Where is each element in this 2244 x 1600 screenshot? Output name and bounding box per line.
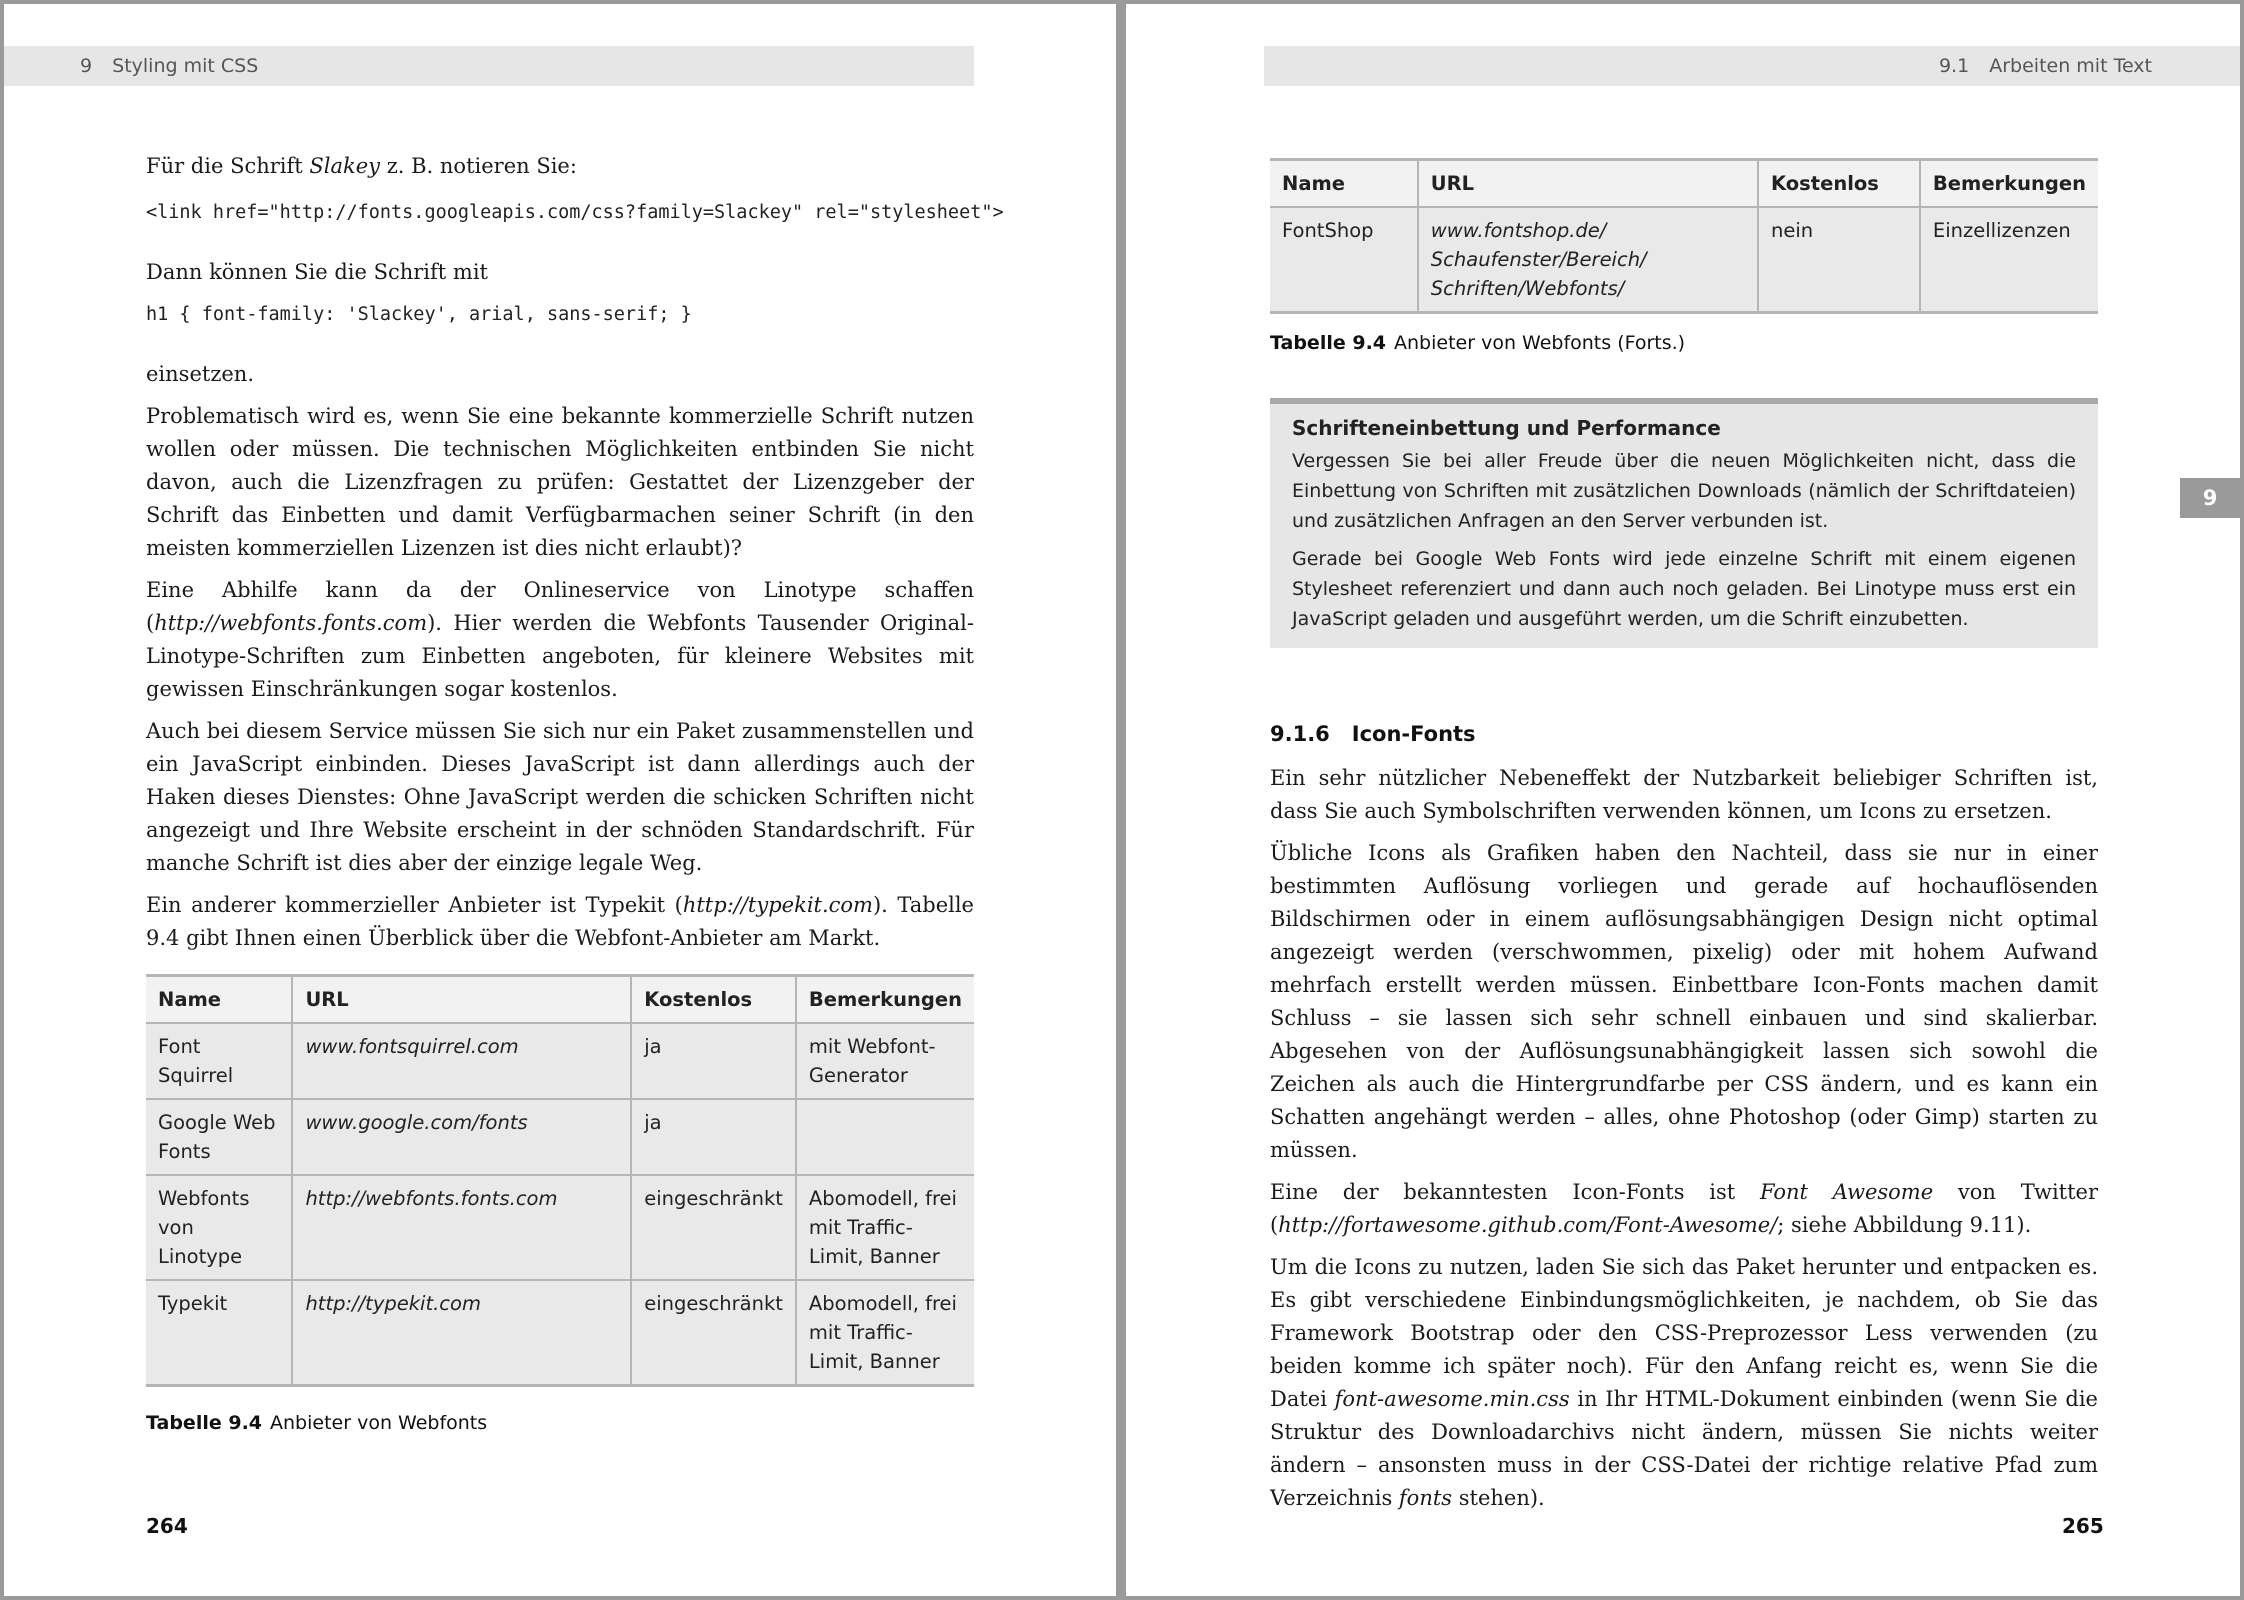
col-header-kostenlos: Kostenlos <box>631 976 796 1024</box>
fa-post: ; siehe Abbildung 9.11). <box>1777 1213 2032 1237</box>
left-page <box>4 4 1116 1596</box>
caption-text: Anbieter von Webfonts <box>270 1412 488 1434</box>
cell-name: Google Web Fonts <box>146 1099 292 1175</box>
cell-url: www.google.com/fonts <box>292 1099 631 1175</box>
table-row <box>146 1175 974 1280</box>
info-box-paragraph: Gerade bei Google Web Fonts wird jede einzelne Schrift mit einem eigenen Stylesheet referenziert und dann auch noch geladen. Bei Linotype muss erst ein JavaScript geladen und ausgeführt werden, um die Schrift einzubetten. <box>1292 548 2076 630</box>
abhilfe-post: ). Hier werden die Webfonts Tausender Original-Linotype-Schriften zum Einbetten angeboten, für kleinere Websites mit gewissen Einschränkungen sogar kostenlos. <box>146 611 974 701</box>
nutzen-post: stehen). <box>1452 1486 1545 1510</box>
section-number: 9.1 <box>1938 55 1970 77</box>
section-heading-number: 9.1.6 <box>1270 722 1330 746</box>
body-flow <box>146 358 974 964</box>
nutzen-dir: fonts <box>1398 1486 1453 1510</box>
cell-bemerkungen: mit Webfont-Generator <box>808 1035 936 1087</box>
intro-pre: Für die Schrift <box>146 154 310 178</box>
intro-em: Slakey <box>309 154 381 178</box>
caption-label: Tabelle 9.4 <box>1270 332 1387 354</box>
fa-name: Font Awesome <box>1759 1180 1934 1204</box>
table-row <box>1270 207 2098 313</box>
cell-url: http://webfonts.fonts.com <box>292 1175 631 1280</box>
cell-bemerkungen: Abomodell, frei mit Traffic-Limit, Banner <box>808 1292 957 1373</box>
cell-url: http://typekit.com <box>292 1280 631 1386</box>
chapter-title: Styling mit CSS <box>112 55 259 77</box>
intro-paragraph <box>146 150 974 183</box>
chapter-thumb-tab: 9 <box>2180 478 2240 518</box>
nutzen-mid: in Ihr HTML-Dokument einbinden (wenn Sie die Struktur des Downloadarchivs nicht ändern, müssen Sie nichts weiter ändern – ansonsten muss in der CSS-Datei der richtige relative Pfad zum Verzeichnis <box>1270 1387 2098 1510</box>
table-row <box>146 1023 974 1099</box>
table-caption <box>146 1412 487 1434</box>
caption-text: Anbieter von Webfonts (Forts.) <box>1394 332 1686 354</box>
para-icons: Übliche Icons als Grafiken haben den Nachteil, dass sie nur in einer bestimmten Auflösung vorliegen und gerade auf hochauflösenden Bildschirmen oder in einem auflösungsabhängigen Design nicht optimal angezeigt werden (verschwommen, pixelig) oder mit hohem Aufwand mehrfach erstellt werden müssen. Einbettbare Icon-Fonts machen damit Schluss – sie lassen sich sehr schnell einbauen und sind skalierbar. Abgesehen von der Auflösungsunabhängigkeit lassen sich sowohl die Zeichen als auch die Hintergrundfarbe per CSS ändern, und es kann ein Schatten angehängt werden – alles, ohne Photoshop (oder Gimp) starten zu müssen. <box>1270 841 2098 1162</box>
page-number: 265 <box>2062 1514 2104 1538</box>
running-header <box>1264 46 2240 86</box>
typekit-post: ). Tabelle 9.4 gibt Ihnen einen Überblick über die Webfont-Anbieter am Markt. <box>146 893 974 950</box>
para-abhilfe <box>146 574 974 706</box>
cell-name: Font Squirrel <box>146 1023 292 1099</box>
table-row <box>146 1280 974 1386</box>
section-heading-title: Icon-Fonts <box>1351 722 1476 746</box>
col-header-url: URL <box>1418 160 1758 208</box>
cell-name: Webfonts von Linotype <box>146 1175 292 1280</box>
running-header <box>4 46 974 86</box>
info-box <box>1270 398 2098 648</box>
page-number: 264 <box>146 1514 188 1538</box>
chapter-number: 9 <box>80 55 93 77</box>
para-nutzen <box>1270 1251 2098 1515</box>
para-einsetzen: einsetzen. <box>146 362 255 386</box>
fa-link[interactable]: http://fortawesome.github.com/Font-Awesome/ <box>1278 1213 1778 1237</box>
cell-kostenlos: ja <box>631 1099 796 1175</box>
para-font-awesome <box>1270 1176 2098 1242</box>
fa-mid: von Twitter ( <box>1270 1180 2099 1237</box>
intro-post: z. B. notieren Sie: <box>380 154 577 178</box>
code-h1: h1 { font-family: 'Slackey', arial, sans-serif; } <box>146 304 692 325</box>
body-flow <box>1270 762 2098 1524</box>
webfonts-table-continued <box>1270 158 2098 314</box>
section-heading <box>1270 722 1476 746</box>
right-page <box>1126 4 2240 1596</box>
col-header-url: URL <box>292 976 631 1024</box>
col-header-bemerkungen: Bemerkungen <box>796 976 974 1024</box>
typekit-link[interactable]: http://typekit.com <box>682 893 873 917</box>
col-header-name: Name <box>146 976 292 1024</box>
table-row <box>146 1099 974 1175</box>
col-header-bemerkungen: Bemerkungen <box>1920 160 2098 208</box>
cell-name: Typekit <box>146 1280 292 1386</box>
col-header-name: Name <box>1270 160 1418 208</box>
para-nebeneffekt: Ein sehr nützlicher Nebeneffekt der Nutzbarkeit beliebiger Schriften ist, dass Sie auch Symbolschriften verwenden können, um Icons zu ersetzen. <box>1270 766 2098 823</box>
cell-url: www.fontshop.de/ Schaufenster/Bereich/ Schriften/Webfonts/ <box>1418 207 1758 313</box>
cell-kostenlos: ja <box>631 1023 796 1099</box>
abhilfe-link[interactable]: http://webfonts.fonts.com <box>154 611 428 635</box>
abhilfe-pre: Eine Abhilfe kann da der Onlineservice von Linotype schaffen ( <box>146 578 974 635</box>
section-title: Arbeiten mit Text <box>1989 55 2152 77</box>
table-caption <box>1270 332 1685 354</box>
table-header-row <box>1270 160 2098 208</box>
cell-bemerkungen <box>796 1099 974 1175</box>
cell-bemerkungen: Abomodell, frei mit Traffic-Limit, Banner <box>808 1187 957 1268</box>
col-header-kostenlos: Kostenlos <box>1758 160 1920 208</box>
webfonts-table <box>146 974 974 1387</box>
cell-bemerkungen: Einzellizenzen <box>1932 219 2071 242</box>
cell-kostenlos: eingeschränkt <box>631 1175 796 1280</box>
cell-kostenlos: nein <box>1758 207 1920 313</box>
caption-label: Tabelle 9.4 <box>146 1412 263 1434</box>
para-typekit <box>146 889 974 955</box>
code-link: <link href="http://fonts.googleapis.com/css?family=Slackey" rel="stylesheet"> <box>146 202 1004 223</box>
cell-kostenlos: eingeschränkt <box>631 1280 796 1386</box>
table-header-row <box>146 976 974 1024</box>
info-box-title: Schrifteneinbettung und Performance <box>1292 416 1721 440</box>
fa-pre: Eine der bekanntesten Icon-Fonts ist <box>1270 1180 1760 1204</box>
typekit-pre: Ein anderer kommerzieller Anbieter ist Typekit ( <box>146 893 683 917</box>
para-problem: Problematisch wird es, wenn Sie eine bekannte kommerzielle Schrift nutzen wollen oder müssen. Die technischen Möglichkeiten entbinden Sie nicht davon, auch die Lizenzfragen zu prüfen: Gestattet der Lizenzgeber der Schrift das Einbetten und damit Verfügbarmachen seiner Schrift (in den meisten kommerziellen Lizenzen ist dies nicht erlaubt)? <box>146 404 974 560</box>
para-dann: Dann können Sie die Schrift mit <box>146 260 488 284</box>
nutzen-file: font-awesome.min.css <box>1334 1387 1570 1411</box>
cell-name: FontShop <box>1270 207 1418 313</box>
nutzen-pre: Um die Icons zu nutzen, laden Sie sich das Paket herunter und entpacken es. Es gibt verschiedene Einbindungsmöglichkeiten, je nachdem, ob Sie das Framework Bootstrap oder den CSS-Preprozessor Less verwenden (zu beiden komme ich später noch). Für den Anfang reicht es, wenn Sie die Datei <box>1270 1255 2098 1411</box>
para-service: Auch bei diesem Service müssen Sie sich nur ein Paket zusammenstellen und ein JavaScript einbinden. Dieses JavaScript ist dann allerdings auch der Haken dieses Dienstes: Ohne JavaScript werden die schicken Schriften nicht angezeigt und Ihre Website erscheint in der schnöden Standardschrift. Für manche Schrift ist dies aber der einzige legale Weg. <box>146 719 974 875</box>
cell-url: www.fontsquirrel.com <box>292 1023 631 1099</box>
info-box-paragraph: Vergessen Sie bei aller Freude über die neuen Möglichkeiten nicht, dass die Einbettung von Schriften mit zusätzlichen Downloads (nämlich der Schriftdateien) und zusätzlichen Anfragen an den Server verbunden ist. <box>1292 450 2076 532</box>
